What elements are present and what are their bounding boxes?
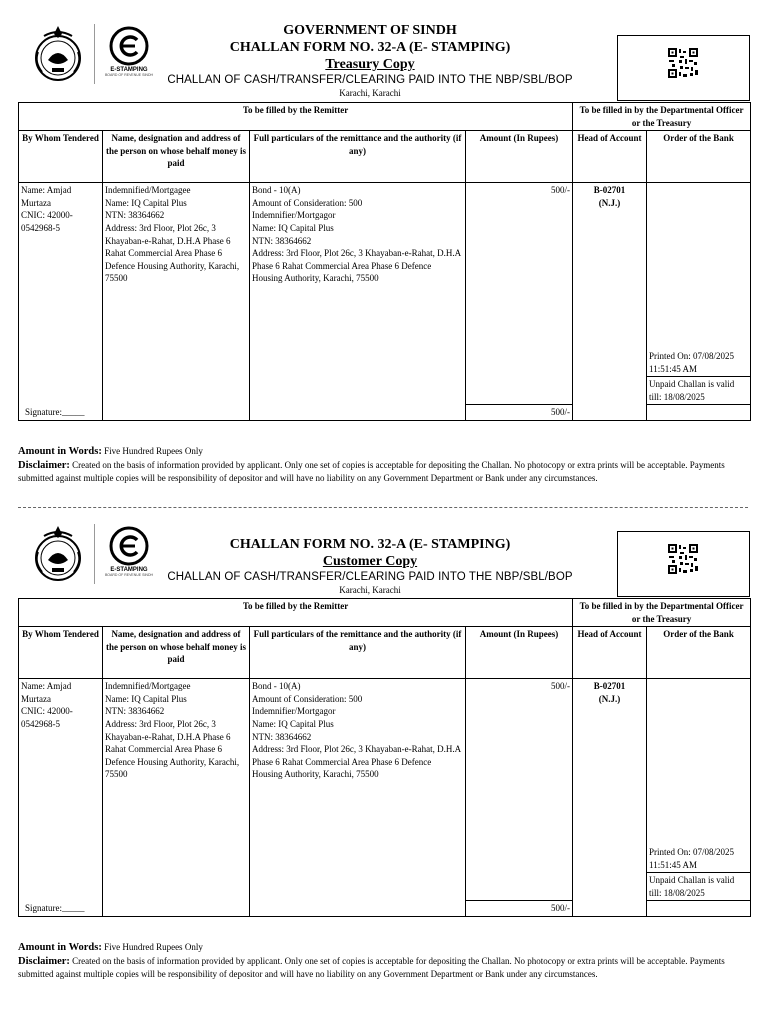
col-head-of-account: Head of Account <box>573 131 647 183</box>
indemnifier-address: Address: 3rd Floor, Plot 26c, 3 Khayaban-e-Rahat, D.H.A Phase 6 Rahat Commercial Area Phase 6 Defence Housing Authority, Karachi, 75500 <box>252 744 461 780</box>
party-role: Indemnified/Mortgagee <box>105 185 191 196</box>
challan-subtitle: CHALLAN OF CASH/TRANSFER/CLEARING PAID INTO THE NBP/SBL/BOP <box>167 74 573 86</box>
indemnifier-name: Name: IQ Capital Plus <box>252 222 334 233</box>
col-amount: Amount (In Rupees) <box>466 131 573 183</box>
total-amount-cell: 500/- <box>466 901 573 917</box>
empty-cell <box>647 901 751 917</box>
name-address-cell <box>103 183 250 421</box>
e-stamping-icon <box>109 526 149 566</box>
department-header: To be filled in by the Departmental Officer or the Treasury <box>573 103 751 131</box>
party-name: Name: IQ Capital Plus <box>105 197 187 208</box>
logo-text: E-STAMPING <box>110 567 148 573</box>
header <box>150 536 590 596</box>
qr-code-box <box>617 35 750 101</box>
amount-cell: 500/- <box>466 183 573 405</box>
challan-table <box>18 598 751 917</box>
tenderer-cnic: CNIC: 42000-0542968-5 <box>21 706 73 729</box>
customer-copy <box>0 518 768 1024</box>
party-name: Name: IQ Capital Plus <box>105 693 187 704</box>
party-address: Address: 3rd Floor, Plot 26c, 3 Khayaban-e-Rahat, D.H.A Phase 6 Rahat Commercial Area Phase 6 Defence Housing Authority, Karachi, 75500 <box>105 222 240 284</box>
header <box>150 22 590 99</box>
particulars-cell <box>250 679 466 917</box>
account-type: (N.J.) <box>598 197 621 208</box>
indemnifier-role: Indemnifier/Mortgagor <box>252 210 336 221</box>
challan-table <box>18 102 751 421</box>
head-of-account-cell <box>573 183 647 421</box>
bond-type: Bond - 10(A) <box>252 681 301 692</box>
indemnifier-role: Indemnifier/Mortgagor <box>252 706 336 717</box>
amount-cell: 500/- <box>466 679 573 901</box>
disclaimer-text: Created on the basis of information provided by applicant. Only one set of copies is acceptable for depositing the Challan. No photocopy or extra prints will be acceptable. Payments submitted against multiple copies will be responsibility of depositor and will have no liability on any Government Department or Bank under any circumstances. <box>18 459 725 483</box>
particulars-cell <box>250 183 466 421</box>
amount-words-label: Amount in Words: <box>18 446 102 457</box>
col-by-whom: By Whom Tendered <box>19 627 103 679</box>
col-name-address: Name, designation and address of the person on whose behalf money is paid <box>103 131 250 183</box>
disclaimer-label: Disclaimer: <box>18 955 70 967</box>
sindh-emblem-icon <box>26 522 90 586</box>
printed-on: Printed On: 07/08/2025 11:51:45 AM <box>649 847 735 870</box>
city-label: Karachi, Karachi <box>339 88 401 98</box>
party-address: Address: 3rd Floor, Plot 26c, 3 Khayaban-e-Rahat, D.H.A Phase 6 Rahat Commercial Area Phase 6 Defence Housing Authority, Karachi, 75500 <box>105 718 240 780</box>
city-label: Karachi, Karachi <box>339 585 401 595</box>
logo-text: E-STAMPING <box>110 67 148 73</box>
footer <box>18 941 758 981</box>
qr-code-icon <box>668 48 698 78</box>
header-divider <box>94 24 95 84</box>
indemnifier-address: Address: 3rd Floor, Plot 26c, 3 Khayaban-e-Rahat, D.H.A Phase 6 Rahat Commercial Area Phase 6 Defence Housing Authority, Karachi, 75500 <box>252 248 461 284</box>
remitter-header: To be filled by the Remitter <box>19 103 573 131</box>
indemnifier-ntn: NTN: 38364662 <box>252 731 312 742</box>
col-particulars: Full particulars of the remittance and the authority (if any) <box>250 131 466 183</box>
valid-till-cell: Unpaid Challan is valid till: 18/08/2025 <box>647 377 751 405</box>
col-order-of-bank: Order of the Bank <box>647 131 751 183</box>
e-stamping-logo <box>104 26 154 90</box>
account-code: B-02701 <box>593 185 626 196</box>
col-order-of-bank: Order of the Bank <box>647 627 751 679</box>
treasury-copy <box>0 0 768 500</box>
qr-code-box <box>617 531 750 597</box>
form-title: CHALLAN FORM NO. 32-A (E- STAMPING) <box>229 537 511 552</box>
indemnifier-name: Name: IQ Capital Plus <box>252 718 334 729</box>
amount-words-label: Amount in Words: <box>18 942 102 953</box>
by-whom-cell <box>19 183 103 421</box>
qr-code-icon <box>668 544 698 574</box>
signature-line: Signature:_____ <box>25 406 85 417</box>
head-of-account-cell <box>573 679 647 917</box>
total-amount-cell: 500/- <box>466 405 573 421</box>
by-whom-cell <box>19 679 103 917</box>
empty-cell <box>647 405 751 421</box>
e-stamping-icon <box>109 26 149 66</box>
col-particulars: Full particulars of the remittance and the authority (if any) <box>250 627 466 679</box>
party-ntn: NTN: 38364662 <box>105 210 165 221</box>
e-stamping-logo <box>104 526 154 590</box>
footer <box>18 445 758 485</box>
cut-line <box>18 507 748 508</box>
tenderer-cnic: CNIC: 42000-0542968-5 <box>21 210 73 233</box>
col-head-of-account: Head of Account <box>573 627 647 679</box>
party-ntn: NTN: 38364662 <box>105 706 165 717</box>
col-by-whom: By Whom Tendered <box>19 131 103 183</box>
order-of-bank-cell <box>647 183 751 377</box>
col-name-address: Name, designation and address of the person on whose behalf money is paid <box>103 627 250 679</box>
copy-title: Treasury Copy <box>325 57 415 72</box>
order-of-bank-cell <box>647 679 751 873</box>
disclaimer-label: Disclaimer: <box>18 459 70 471</box>
consideration-amount: Amount of Consideration: 500 <box>252 197 363 208</box>
name-address-cell <box>103 679 250 917</box>
tenderer-name: Name: Amjad Murtaza <box>21 681 72 704</box>
account-type: (N.J.) <box>598 693 621 704</box>
disclaimer-text: Created on the basis of information provided by applicant. Only one set of copies is acceptable for depositing the Challan. No photocopy or extra prints will be acceptable. Payments submitted against multiple copies will be responsibility of depositor and will have no liability on any Government Department or Bank under any circumstances. <box>18 955 725 979</box>
department-header: To be filled in by the Departmental Officer or the Treasury <box>573 599 751 627</box>
account-code: B-02701 <box>593 681 626 692</box>
amount-words-value: Five Hundred Rupees Only <box>104 942 203 952</box>
logo-subtext: BOARD OF REVENUE SINDH <box>104 73 154 77</box>
sindh-emblem-icon <box>26 22 90 86</box>
col-amount: Amount (In Rupees) <box>466 627 573 679</box>
remitter-header: To be filled by the Remitter <box>19 599 573 627</box>
signature-line: Signature:_____ <box>25 902 85 913</box>
copy-title: Customer Copy <box>322 554 418 569</box>
government-title: GOVERNMENT OF SINDH <box>283 23 457 38</box>
header-divider <box>94 524 95 584</box>
indemnifier-ntn: NTN: 38364662 <box>252 235 312 246</box>
valid-till-cell: Unpaid Challan is valid till: 18/08/2025 <box>647 873 751 901</box>
logo-subtext: BOARD OF REVENUE SINDH <box>104 573 154 577</box>
consideration-amount: Amount of Consideration: 500 <box>252 693 363 704</box>
amount-words-value: Five Hundred Rupees Only <box>104 446 203 456</box>
challan-subtitle: CHALLAN OF CASH/TRANSFER/CLEARING PAID INTO THE NBP/SBL/BOP <box>167 571 573 583</box>
form-title: CHALLAN FORM NO. 32-A (E- STAMPING) <box>229 40 511 55</box>
party-role: Indemnified/Mortgagee <box>105 681 191 692</box>
bond-type: Bond - 10(A) <box>252 185 301 196</box>
tenderer-name: Name: Amjad Murtaza <box>21 185 72 208</box>
printed-on: Printed On: 07/08/2025 11:51:45 AM <box>649 351 735 374</box>
